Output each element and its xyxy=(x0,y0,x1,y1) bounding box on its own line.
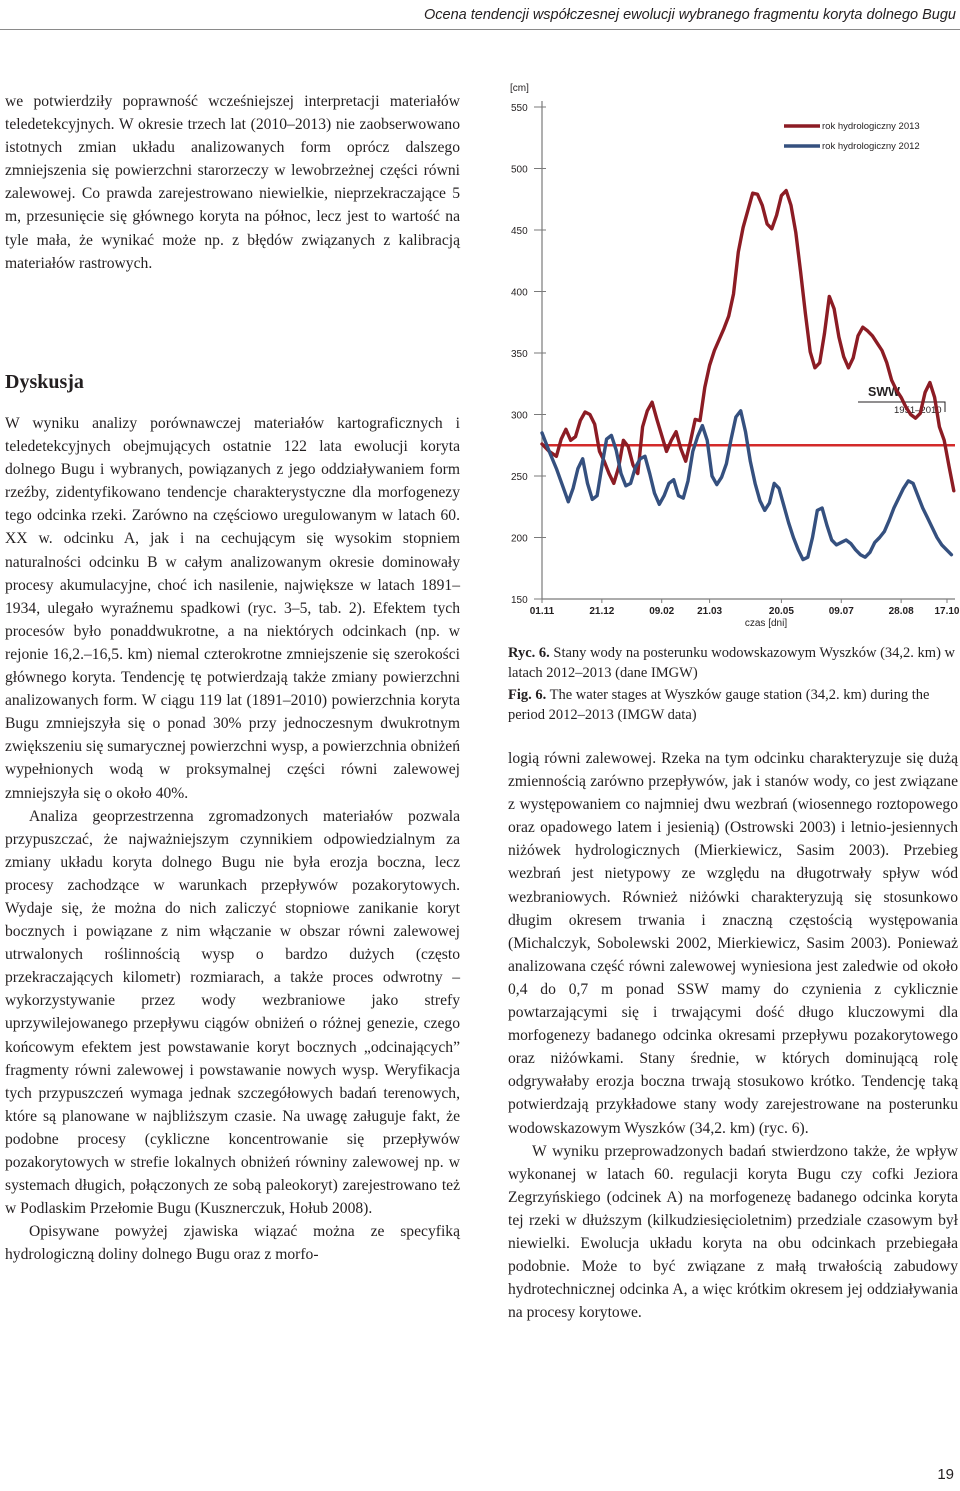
x-tick-label: 20.05 xyxy=(768,606,794,617)
caption-en-text: The water stages at Wyszków gauge station (34,2. km) during the period 2012–2013 (IMGW data) xyxy=(508,687,930,723)
body-paragraph: W wyniku przeprowadzonych badań stwierdzono także, że wpływ wykonanej w latach 60. regulacji koryta Bugu czy cofki Jeziora Zegrzyńskiego (odcinek A) na morfogenezę badanego odcinka koryta tej rzeki w dłuższym (kilkudziesięcioletnim) przedziale czasowym był niewielki. Ewolucja układu koryta na obu odcinkach przebiegała podobnie. Może to być związane z małą trwałością zabudowy hydrotechnicznej odcinka A, a więc krótkim okresem jej oddziaływania na procesy korytowe. xyxy=(508,1142,958,1322)
y-tick-label: 450 xyxy=(511,226,528,237)
body-paragraph: logią równi zalewowej. Rzeka na tym odcinku charakteryzuje się dużą zmiennością zarówno przepływów, jak i stanów wody, co jest związane z występowaniem co najmniej dwu wezbrań (wiosennego roztopowego oraz opadowego latem i jesienią) (Ostrowski 2003) i letnio-jesiennych niżówek hydrologicznych (Mierkiewicz, Sasim 2003). Przebieg wezbrań jest nietypowy ze względu na długotrwały spływ wód wezbraniowych. Również niżówki charakteryzują się stosunkowo długim okresem trwania i znaczną częstością występowania (Michalczyk, Sobolewski 2002, Mierkiewicz, Sasim 2003). Ponieważ analizowana część równi zalewowej wyniesiona jest zaledwie od około 0,4 do 0,7 m ponad SSW mamy do czynienia z cyklicznie powtarzającymi się i trwającymi dość długo kluczowymi dla morfogenezy badanego odcinka okresami przepływu pozakorytowego oraz niżówkami. Stany średnie, w których dominującą rolę odgrywałaby erozja boczna trwają stosukowo krótko. Tendencję taką potwierdzają przykładowe stany wody zarejestrowane na posterunku wodowskazowym Wyszków (34,2. km) (ryc. 6). xyxy=(508,750,958,1137)
right-column-body xyxy=(508,747,958,1324)
page-number: 19 xyxy=(937,1466,954,1483)
sww-sublabel: 1951–2010 xyxy=(894,405,942,416)
body-paragraph: W wyniku analizy porównawczej materiałów kartograficznych i teledetekcyjnych obejmujących ostatnie 122 lata ewolucji koryta dolnego Bugu i wybranych, powiązanych z jego oddziaływaniem form rzeźby, zidentyfikowano tendencje charakterystyczne dla morfogenezy tego odcinka rzeki. Zarówno na częściowo uregulowanym w latach 60. XX w. odcinku A, jak i na cechującym się wysokim stopniem naturalności odcinku B w całym analizowanym okresie dominowały procesy akumulacyjne, choć ich nasilenie, największe w latach 1891–1934, ulegało wyraźnemu spadkowi (ryc. 3–5, tab. 2). Efektem tych procesów było ponaddwukrotne, a na niektórych odcinkach (np. w rejonie 16,2.–16,5. km) niemal czterokrotne zmniejszenie się szerokości głównego koryta. Tendencję tę potwierdzają także zmiany powierzchni analizowanych form. W ciągu 119 lat (1891–2010) powierzchnia koryta Bugu zmniejszyła się o ponad 30% przy jednoczesnym dwukrotnym zwiększeniu się sumarycznej powierzchni wysp, a powierzchnia obniżeń wypełnionych wodą w proksymalnej części równi zalewowej zmniejszyła się o około 40%. xyxy=(5,415,460,802)
legend-label-2013: rok hydrologiczny 2013 xyxy=(822,121,920,132)
y-tick-label: 400 xyxy=(511,287,528,299)
left-column-intro xyxy=(5,90,460,275)
body-paragraph: Opisywane powyżej zjawiska wiązać można ze specyfiką hydrologiczną doliny dolnego Bugu oraz z morfo- xyxy=(5,1223,460,1264)
intro-paragraph: we potwierdziły poprawność wcześniejszej interpretacji materiałów teledetekcyjnych. W okresie trzech lat (2010–2013) nie zaobserwowano istotnych zmian układu analizowanych form oprócz dalszego zmniejszenia się powierzchni starorzeczy w lewobrzeżnej części równi zalewowej. Co prawda zarejestrowano niewielkie, nieprzekraczające 5 m, przesunięcie się głównego koryta na północ, lecz jest to wartość na tyle mała, że wynikać może np. z błędów związanych z kalibracją materiałów rastrowych. xyxy=(5,93,460,272)
x-tick-label: 28.08 xyxy=(888,606,914,617)
y-tick-label: 300 xyxy=(511,410,528,422)
running-header xyxy=(0,0,960,30)
chart-svg xyxy=(500,78,960,634)
body-paragraph: Analiza geoprzestrzenna zgromadzonych materiałów pozwala przypuszczać, że najważniejszym czynnikiem odpowiedzialnym za zmiany układu koryta dolnego Bugu nie była erozja boczna, lecz procesy zachodzące w warunkach przepływów pozakorytowych. Wydaje się, że można do nich zaliczyć stopniowe zanikanie koryt bocznych i powiązane z nim włączanie w obszar równi zalewowej utrwalonych roślinnością wysp o bardzo dużych (często przekraczających kilometr) rozmiarach, a także proces odwrotny – wykorzystywanie przez wody wezbraniowe jako strefy uprzywilejowanego przepływu ciągów obniżeń o różnej genezie, czego końcowym efektem jest powstawanie koryt bocznych „odcinających” fragmenty równi zalewowej i powstawanie nowych wysp. Weryfikacja tych przypuszczeń wymaga jednak szczegółowych badań terenowych, które są planowane w najbliższym czasie. Na uwagę załuguje fakt, że podobne procesy (cykliczne koncentrowanie się przepływów pozakorytowych w strefie lokalnych obniżeń równiny zalewowej np. w systemach długich, połączonych ze sobą paleokoryt) zarejestrowano też w Podlaskim Przełomie Bugu (Kusznerczuk, Hołub 2008). xyxy=(5,807,460,1218)
y-tick-label: 250 xyxy=(511,472,528,483)
figure-caption-pl xyxy=(508,644,960,683)
figure-caption-en xyxy=(508,686,960,725)
caption-pl-lead: Ryc. 6. xyxy=(508,645,550,661)
y-tick-label: 350 xyxy=(511,349,528,360)
legend-label-2012: rok hydrologiczny 2012 xyxy=(822,141,920,152)
x-tick-label: 21.12 xyxy=(589,606,615,617)
running-title: Ocena tendencji współczesnej ewolucji wybranego fragmentu koryta dolnego Bugu xyxy=(424,7,956,23)
y-tick-label: 150 xyxy=(511,595,528,606)
y-tick-label: 200 xyxy=(511,533,528,545)
x-axis-label: czas [dni] xyxy=(744,618,788,629)
x-tick-label: 01.11 xyxy=(529,606,555,617)
x-tick-label: 21.03 xyxy=(697,606,723,617)
left-column-body xyxy=(5,412,460,1266)
section-heading: Dyskusja xyxy=(5,371,84,393)
caption-en-lead: Fig. 6. xyxy=(508,687,547,703)
sww-label: SWW xyxy=(868,385,900,399)
x-tick-label: 09.02 xyxy=(649,606,675,617)
water-stage-chart xyxy=(500,78,960,634)
y-tick-label: 550 xyxy=(511,103,528,114)
series-line-2012 xyxy=(542,411,951,560)
y-axis-label: [cm] xyxy=(510,83,529,94)
caption-pl-text: Stany wody na posterunku wodowskazowym Wyszków (34,2. km) w latach 2012–2013 (dane IMGW) xyxy=(508,645,955,681)
y-tick-label: 500 xyxy=(511,164,528,176)
x-tick-label: 09.07 xyxy=(828,606,854,617)
x-tick-label: 17.10 xyxy=(934,606,960,617)
